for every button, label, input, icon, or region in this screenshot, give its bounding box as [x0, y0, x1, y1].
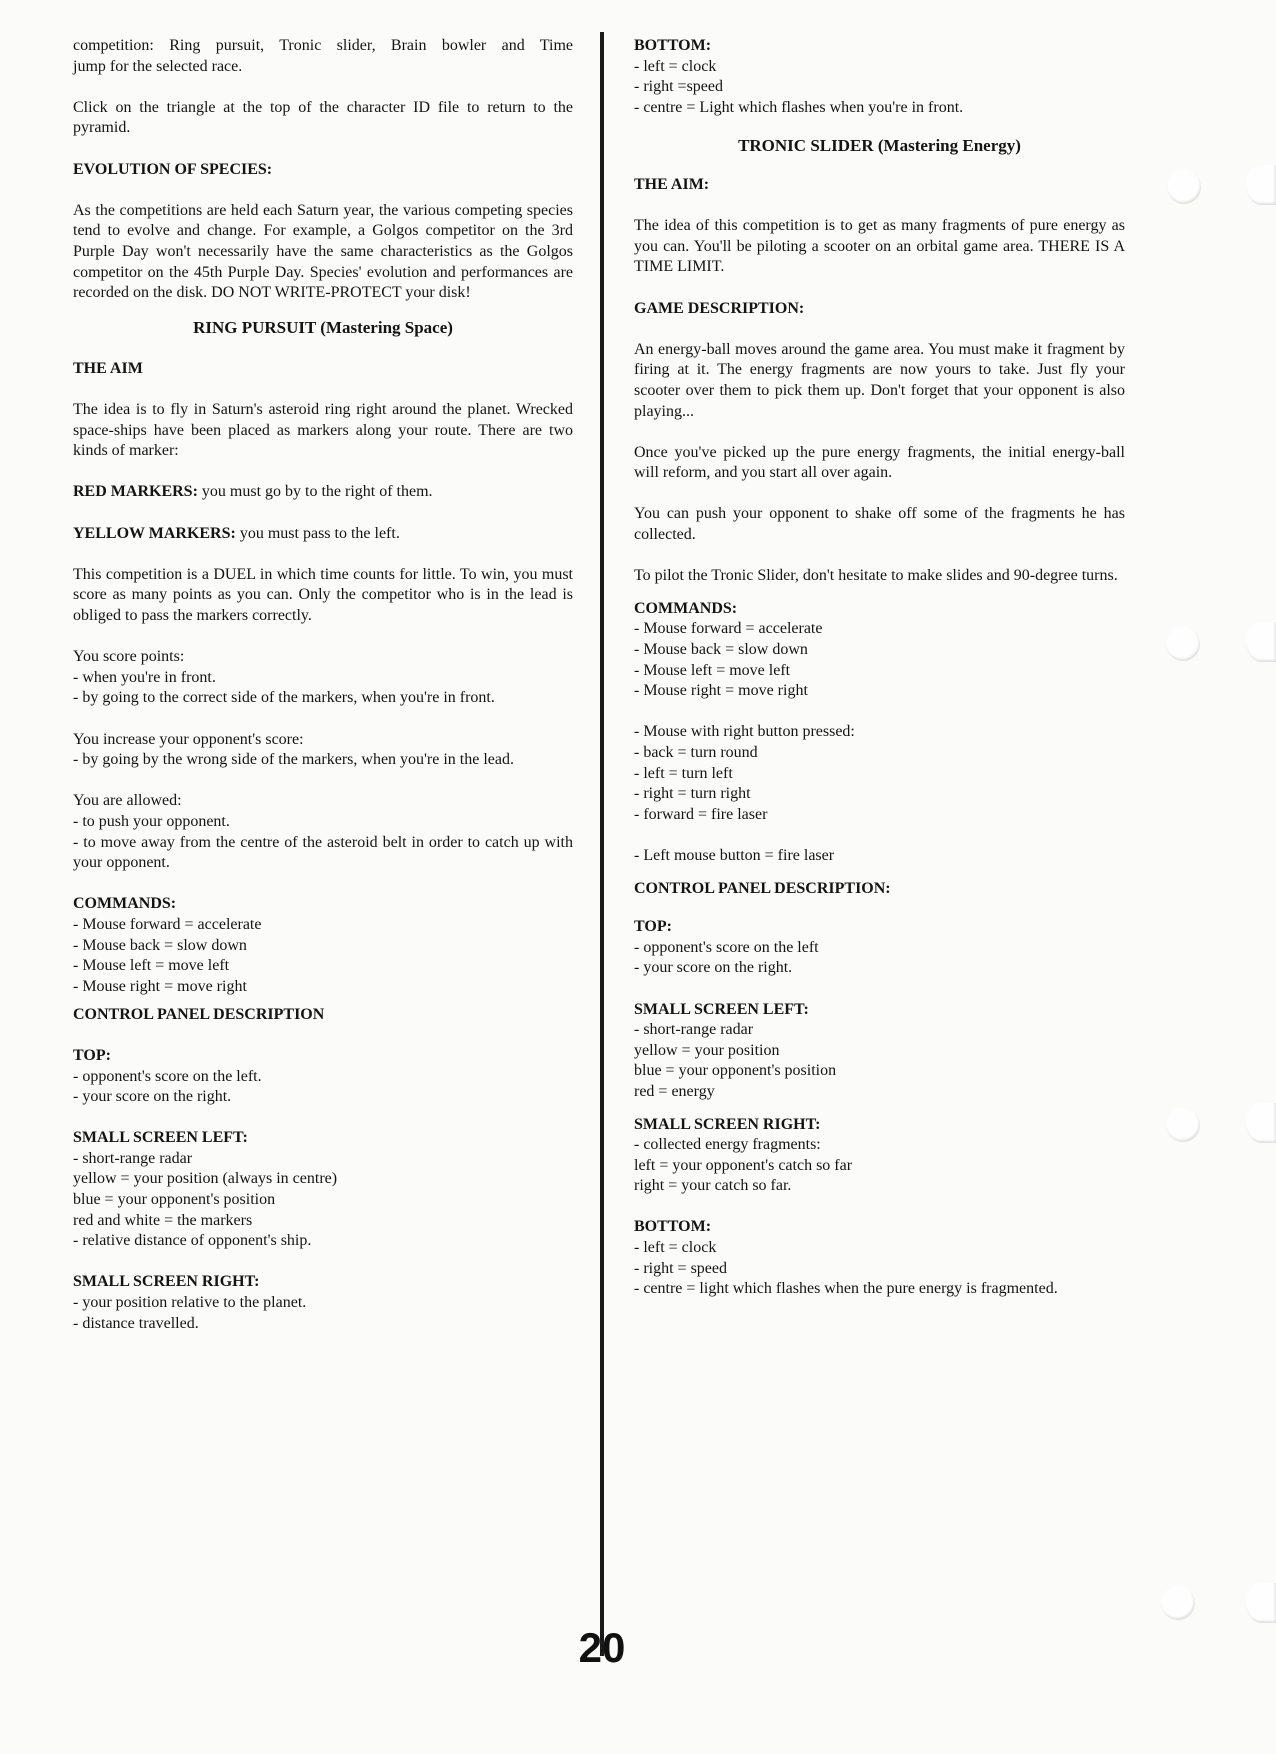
tronic-top-heading: TOP: [634, 918, 672, 936]
command-item: - Mouse left = move left [634, 661, 791, 679]
red-markers-label: RED MARKERS: [73, 483, 198, 501]
list-item: - opponent's score on the left. [73, 1067, 262, 1085]
ring-ssl-heading: SMALL SCREEN LEFT: [73, 1129, 248, 1147]
red-markers-paragraph [73, 482, 573, 503]
left-button-command: - Left mouse button = fire laser [634, 846, 835, 864]
ring-small-screen-left [73, 1128, 573, 1252]
evolution-heading: EVOLUTION OF SPECIES: [73, 160, 273, 178]
command-item: - right = turn right [634, 785, 751, 803]
list-item: - by going to the correct side of the markers, when you're in front. [73, 689, 495, 707]
intro-line: competition: Ring pursuit, Tronic slider, Brain bowler and Time [73, 37, 573, 54]
ring-bottom-heading: BOTTOM: [634, 37, 712, 54]
game-description-heading: GAME DESCRIPTION: [634, 299, 805, 317]
yellow-markers-paragraph [73, 524, 573, 545]
list-item: - right = speed [634, 1259, 727, 1277]
increase-score-heading: You increase your opponent's score: [73, 730, 304, 748]
game-description-paragraph: An energy-ball moves around the game area. You must make it fragment by firing at it. The energy fragments are now yours to take. Just fly your scooter over them to pick them up. Don't forget that your opponent is also playing... [634, 340, 1125, 420]
binder-hole [1246, 1103, 1276, 1143]
red-markers-text: you must go by to the right of them. [197, 483, 433, 501]
yellow-markers-label: YELLOW MARKERS: [73, 524, 236, 542]
command-item: - Mouse forward = accelerate [634, 620, 823, 638]
list-item: - left = clock [634, 57, 717, 75]
list-item: - distance travelled. [73, 1314, 199, 1332]
command-item: - Mouse left = move left [73, 957, 230, 975]
list-item: left = your opponent's catch so far [634, 1156, 853, 1174]
binder-hole [1246, 622, 1276, 662]
command-item: - Mouse with right button pressed: [634, 723, 855, 741]
intro-paragraph [73, 36, 573, 77]
list-item: yellow = your position (always in centre) [73, 1170, 338, 1188]
yellow-markers-text: you must pass to the left. [235, 524, 400, 542]
evolution-paragraph: As the competitions are held each Saturn year, the various competing species tend to evolve and change. For example, a Golgos competitor on the 3rd Purple Day won't necessarily have the same characteristics as the Golgos competitor on the 45th Purple Day. Species' evolution and performances are recorded on the disk. DO NOT WRITE-PROTECT your disk! [73, 201, 573, 302]
right-button-commands [634, 722, 1125, 825]
binder-hole [1161, 1586, 1195, 1620]
ring-ssr-heading: SMALL SCREEN RIGHT: [73, 1273, 260, 1291]
command-item: - back = turn round [634, 744, 758, 761]
ring-top-heading: TOP: [73, 1046, 111, 1064]
tronic-ssr-heading: SMALL SCREEN RIGHT: [634, 1115, 821, 1133]
command-item: - Mouse back = slow down [634, 641, 808, 659]
tronic-top-section [634, 917, 1125, 979]
list-item: red = energy [634, 1082, 715, 1100]
ring-aim-paragraph: The idea is to fly in Saturn's asteroid ring right around the planet. Wrecked space-ships have been placed as markers along your route. There are two kinds of marker: [73, 401, 573, 460]
tronic-small-screen-right [634, 1115, 1125, 1197]
command-item: - Mouse forward = accelerate [73, 915, 262, 933]
command-item: - forward = fire laser [634, 805, 768, 823]
ring-small-screen-right [73, 1272, 573, 1334]
tronic-commands-heading: COMMANDS: [634, 599, 738, 617]
list-item: - by going by the wrong side of the markers, when you're in the lead. [73, 751, 514, 769]
list-item: - to move away from the centre of the asteroid belt in order to catch up with your opponent. [73, 833, 573, 872]
binder-hole [1166, 1108, 1200, 1142]
game-description-paragraph: To pilot the Tronic Slider, don't hesitate to make slides and 90-degree turns. [634, 567, 1118, 585]
score-points-heading: You score points: [73, 648, 185, 666]
list-item: - centre = Light which flashes when you're in front. [634, 98, 964, 116]
list-item: - your score on the right. [73, 1088, 232, 1106]
list-item: - collected energy fragments: [634, 1136, 821, 1154]
ring-commands [73, 894, 573, 997]
tronic-ssl-heading: SMALL SCREEN LEFT: [634, 1000, 809, 1018]
tronic-panel-heading: CONTROL PANEL DESCRIPTION: [634, 879, 891, 897]
ring-bottom-section [634, 36, 1125, 118]
intro-line: jump for the selected race. [73, 57, 243, 75]
command-item: - Mouse right = move right [73, 977, 247, 995]
list-item: - when you're in front. [73, 668, 216, 686]
return-paragraph: Click on the triangle at the top of the character ID file to return to the pyramid. [73, 98, 573, 137]
list-item: - relative distance of opponent's ship. [73, 1232, 312, 1250]
list-item: - short-range radar [73, 1149, 193, 1167]
list-item: red and white = the markers [73, 1211, 253, 1229]
list-item: - opponent's score on the left [634, 938, 819, 956]
list-item: - left = clock [634, 1239, 717, 1257]
ring-top-section [73, 1046, 573, 1108]
tronic-bottom-heading: BOTTOM: [634, 1218, 712, 1236]
increase-score-list [73, 730, 573, 771]
tronic-commands [634, 599, 1125, 702]
binder-hole [1246, 165, 1276, 205]
ring-pursuit-title: RING PURSUIT (Mastering Space) [193, 317, 453, 337]
list-item: right = your catch so far. [634, 1177, 792, 1195]
list-item: blue = your opponent's position [634, 1062, 837, 1080]
left-column [73, 36, 573, 1355]
game-description-paragraph: You can push your opponent to shake off some of the fragments he has collected. [634, 505, 1125, 544]
score-points-list [73, 647, 573, 709]
list-item: - centre = light which flashes when the pure energy is fragmented. [634, 1280, 1058, 1298]
list-item: - right =speed [634, 78, 723, 96]
allowed-heading: You are allowed: [73, 792, 182, 810]
list-item: blue = your opponent's position [73, 1191, 276, 1209]
duel-paragraph: This competition is a DUEL in which time counts for little. To win, you must score as many points as you can. Only the competitor who is in the lead is obliged to pass the markers correctly. [73, 565, 573, 625]
tronic-aim-heading: THE AIM: [634, 175, 710, 193]
command-item: - Mouse right = move right [634, 682, 808, 700]
list-item: - your score on the right. [634, 959, 793, 977]
tronic-slider-title: TRONIC SLIDER (Mastering Energy) [738, 136, 1021, 156]
binder-hole [1166, 627, 1200, 661]
ring-aim-heading: THE AIM [73, 359, 143, 377]
game-description-paragraph: Once you've picked up the pure energy fragments, the initial energy-ball will reform, and you start all over again. [634, 443, 1125, 482]
binder-hole [1167, 170, 1201, 204]
list-item: yellow = your position [634, 1041, 780, 1059]
list-item: - to push your opponent. [73, 812, 230, 830]
page-number: 20 [578, 1624, 626, 1671]
allowed-list [73, 791, 573, 873]
tronic-aim-paragraph: The idea of this competition is to get as many fragments of pure energy as you can. You'll be piloting a scooter on an orbital game area. THERE IS A TIME LIMIT. [634, 217, 1125, 276]
column-divider [600, 32, 604, 1656]
list-item: - short-range radar [634, 1021, 754, 1039]
list-item: - your position relative to the planet. [73, 1294, 307, 1312]
binder-hole [1246, 1583, 1276, 1623]
command-item: - Mouse back = slow down [73, 936, 247, 954]
right-column [634, 36, 1125, 1320]
command-item: - left = turn left [634, 764, 733, 782]
tronic-bottom-section [634, 1217, 1125, 1299]
tronic-small-screen-left [634, 1000, 1125, 1103]
ring-panel-heading: CONTROL PANEL DESCRIPTION [73, 1006, 325, 1024]
ring-commands-heading: COMMANDS: [73, 895, 177, 913]
